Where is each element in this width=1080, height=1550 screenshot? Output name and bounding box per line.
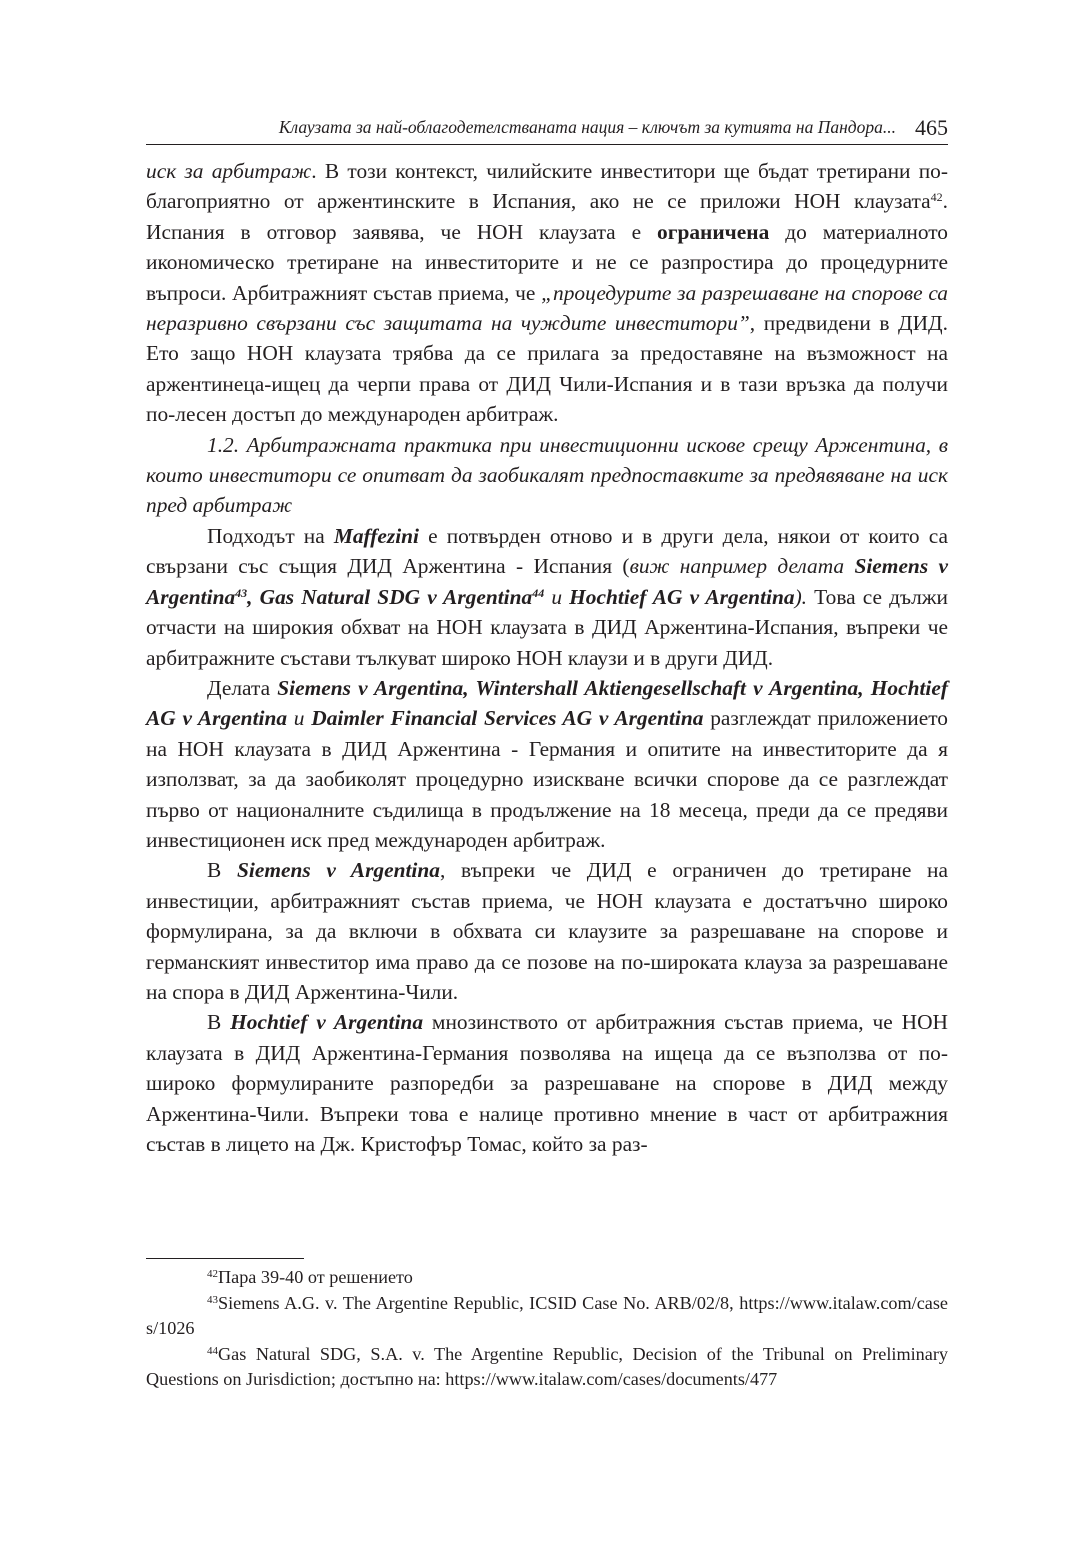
case-names: Siemens v Argentina, Wintershall Aktiengesellschaft v Argentina, Hochtief AG v Argentina: [146, 675, 948, 731]
footnote-text: Gas Natural SDG, S.A. v. The Argentine Republic, Decision of the Tribunal on Preliminary Questions on Jurisdiction; достъпно на: https://www.italaw.com/cases/documents/477: [146, 1343, 948, 1390]
text-run: мнозинството от арбитражния състав приема, че НОН клаузата в ДИД Аржентина-Германия позволява на ищеца да се възползва от по-широко формулираните разпоредби за разрешаване на спорове в ДИД между Аржентина-Чили. Въпреки това е налице противно мнение в част от арбитражния състав в лицето на Дж. Кристофър Томас, който за раз-: [146, 1010, 948, 1156]
section-heading: 1.2. Арбитражната практика при инвестиционни искове срещу Аржентина, в които инвеститори се опитват да заобикалят предпоставките за предявяване на иск пред арбитраж: [146, 432, 948, 518]
text-run: В: [207, 858, 237, 883]
footnote-number: 42: [207, 1268, 218, 1280]
quotation: „процедурите за разрешаване на спорове са неразривно свързани със защитата на чуждите инвеститори”: [146, 280, 948, 336]
separator: ,: [247, 584, 260, 609]
footnote-43: [146, 1291, 948, 1342]
footnote-ref-43[interactable]: 43: [235, 585, 248, 600]
paragraph: [146, 855, 948, 1007]
case-name: Maffezini: [333, 523, 420, 548]
emphasis: виж например делата: [629, 554, 855, 579]
footnote-42: [146, 1265, 948, 1291]
text-run: Подходът на: [207, 523, 334, 548]
text-run: , въпреки че ДИД е ограничен до третиране на инвестиции, арбитражният състав приема, че НОН клаузата е достатъчно широко формулирана, за да включи в обхвата си клаузите за разрешаване на спорове и германският инвеститор има право да се позове на по-широката клауза за разрешаване на спора в ДИД Аржентина-Чили.: [146, 858, 948, 1004]
paragraph: [146, 1007, 948, 1159]
running-header: [146, 112, 948, 145]
footnote-number: 44: [207, 1344, 218, 1357]
conjunction: и: [287, 706, 312, 731]
footnote-ref-42[interactable]: 42: [930, 190, 943, 205]
paragraph-continued: [146, 156, 948, 430]
conjunction: и: [544, 584, 570, 609]
footnote-text: Siemens A.G. v. The Argentine Republic, ICSID Case No. ARB/02/8, https://www.italaw.com/cases/1026: [146, 1292, 948, 1339]
bold-term: ограничена: [657, 219, 770, 244]
text-run: Делата: [207, 675, 278, 700]
emphasis: иск за арбитраж: [146, 159, 312, 183]
case-name: Hochtief AG v Argentina: [569, 584, 795, 609]
page-number: 465: [915, 115, 948, 140]
footnote-text: Пара 39-40 от решението: [218, 1267, 413, 1287]
paragraph: [146, 521, 948, 673]
footnotes: [146, 1265, 948, 1393]
running-title: Клаузата за най-облагодетелстваната нация – ключът за кутията на Пандора...: [278, 117, 896, 137]
punctuation: ).: [794, 584, 808, 609]
case-name: Siemens v Argentina: [236, 858, 440, 883]
text-run: . В този контекст, чилийските инвеститори ще бъдат третирани по-благоприятно от аржентинските в Испания, ако не се приложи НОН клаузата: [146, 159, 948, 214]
text-run: е потвърден отново и в други дела, някои от които са свързани със същия ДИД Аржентина - Испания (: [146, 523, 948, 579]
text-run: В: [207, 1010, 231, 1035]
case-name: Daimler Financial Services AG v Argentina: [311, 706, 704, 731]
footnote-separator: [146, 1258, 304, 1259]
footnote-44: [146, 1342, 948, 1393]
case-name: Gas Natural SDG v Argentina: [259, 584, 533, 609]
text-run: , предвидени в ДИД. Ето защо НОН клаузата трябва да се прилага за предоставяне на възможност на аржентинеца-ищец да черпи права от ДИД Чили-Испания и в тази връзка да получи по-лесен достъп до международен арбитраж.: [146, 311, 948, 427]
body-text: [146, 156, 948, 1159]
text-run: разглеждат приложението на НОН клаузата в ДИД Аржентина - Германия и опитите на инвеститорите да я използват, за да заобиколят процедурно изискване всички спорове да се разглеждат първо от националните съдилища в продължение на 18 месеца, преди да се предяви инвестиционен иск пред международен арбитраж.: [146, 706, 948, 852]
footnote-number: 43: [207, 1293, 218, 1306]
text-run: Това се дължи отчасти на широкия обхват на НОН клаузата в ДИД Аржентина-Испания, въпреки че арбитражните състави тълкуват широко НОН клаузи и в други ДИД.: [146, 584, 948, 670]
case-name: Siemens v Argentina: [146, 554, 949, 609]
footnote-ref-44[interactable]: 44: [532, 585, 545, 600]
case-name: Hochtief v Argentina: [230, 1010, 424, 1035]
text-run: . Испания в отговор заявява, че НОН клаузата е: [146, 189, 948, 244]
text-run: до материалното икономическо третиране на инвеститорите и не се разпростира до процедурните въпроси. Арбитражният състав приема, че: [146, 219, 948, 305]
paragraph: [146, 673, 948, 855]
